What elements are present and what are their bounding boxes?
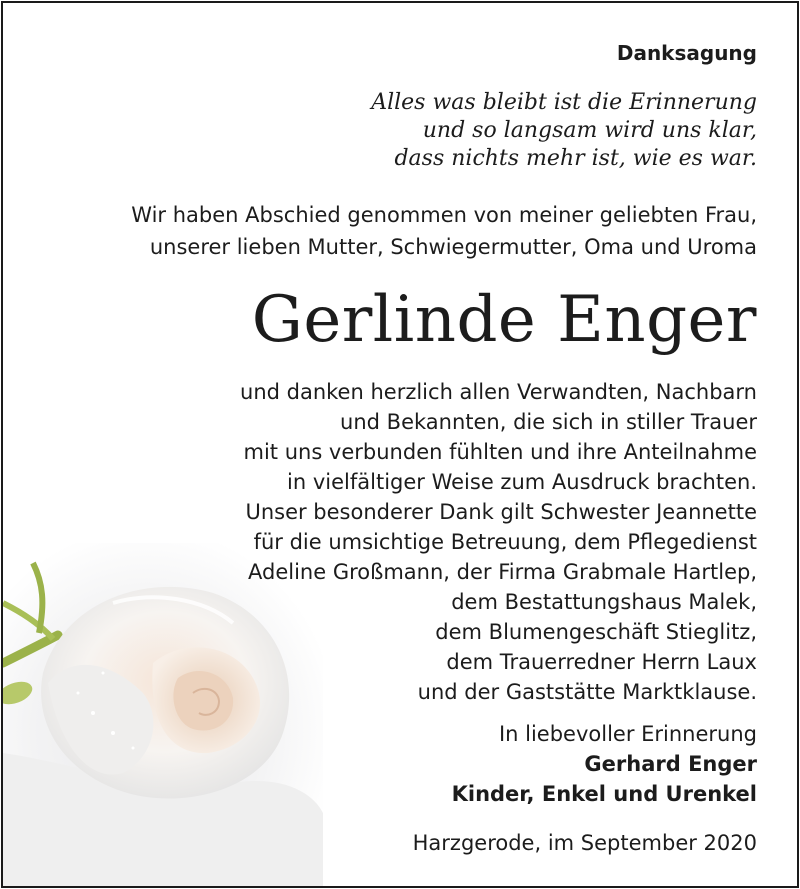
deceased-name: Gerlinde Enger — [251, 283, 757, 357]
poem-line: und so langsam wird uns klar, — [422, 118, 757, 143]
heading-danksagung: Danksagung — [616, 41, 757, 65]
place-date: Harzgerode, im September 2020 — [412, 831, 757, 855]
intro-line: Wir haben Abschied genommen von meiner geliebten Frau, — [131, 203, 757, 227]
thanks-line: und danken herzlich allen Verwandten, Nachbarn — [240, 380, 757, 404]
signature-family: Kinder, Enkel und Urenkel — [451, 782, 757, 806]
special-thanks-line: und der Gaststätte Marktklause. — [417, 680, 757, 704]
signature-husband: Gerhard Enger — [584, 752, 757, 776]
special-thanks-line: Unser besonderer Dank gilt Schwester Jeannette — [245, 500, 757, 524]
signature-block — [452, 719, 757, 809]
special-thanks-line: Adeline Großmann, der Firma Grabmale Hartlep, — [248, 560, 757, 584]
special-thanks-text — [245, 497, 757, 707]
thanks-text — [240, 377, 757, 497]
poem-line: Alles was bleibt ist die Erinnerung — [371, 90, 757, 115]
intro-line: unserer lieben Mutter, Schwiegermutter, Oma und Uroma — [149, 235, 757, 259]
intro-text — [131, 199, 757, 263]
thanks-line: mit uns verbunden fühlten und ihre Anteilnahme — [243, 440, 757, 464]
poem — [371, 89, 757, 173]
signature-opening: In liebevoller Erinnerung — [498, 722, 757, 746]
special-thanks-line: dem Trauerredner Herrn Laux — [446, 650, 757, 674]
special-thanks-line: dem Blumengeschäft Stieglitz, — [435, 620, 757, 644]
special-thanks-line: für die umsichtige Betreuung, dem Pflegedienst — [253, 530, 757, 554]
obituary-notice — [1, 1, 799, 888]
poem-line: dass nichts mehr ist, wie es war. — [394, 146, 757, 171]
thanks-line: in vielfältiger Weise zum Ausdruck brachten. — [287, 470, 757, 494]
thanks-line: und Bekannten, die sich in stiller Trauer — [340, 410, 757, 434]
special-thanks-line: dem Bestattungshaus Malek, — [451, 590, 757, 614]
